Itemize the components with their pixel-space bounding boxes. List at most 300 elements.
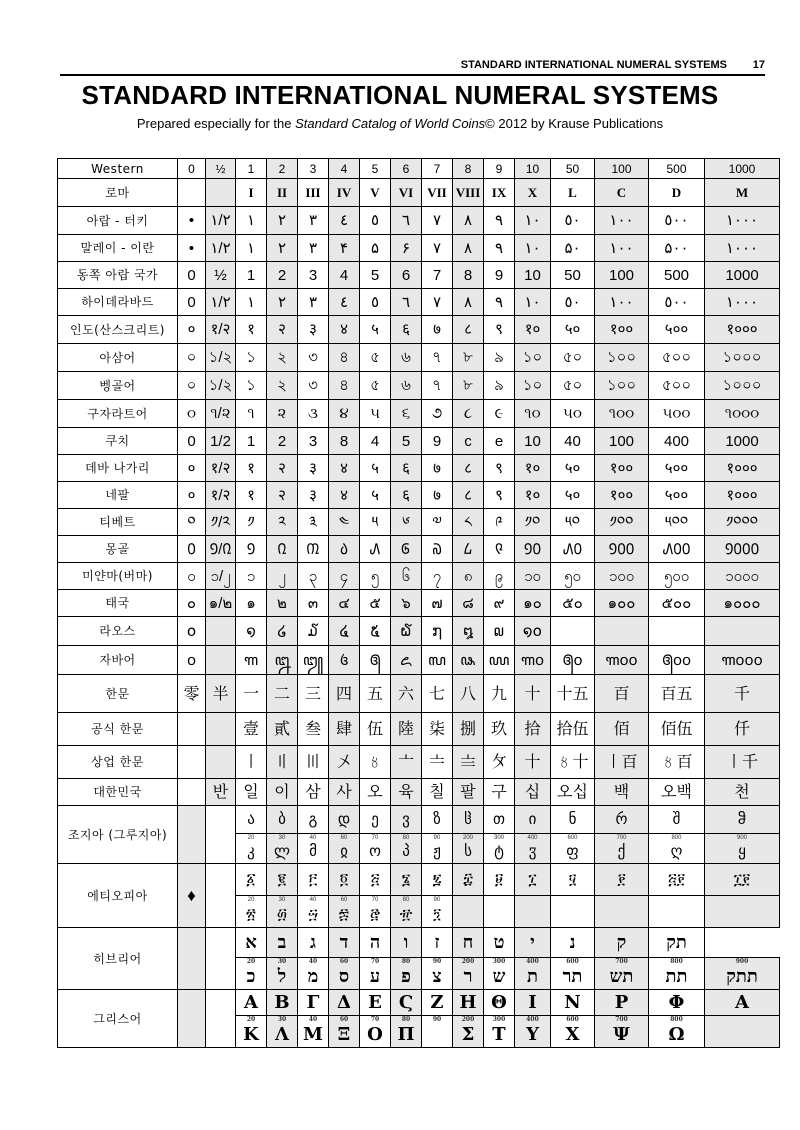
numeral-glyph: ፴ [276,906,288,923]
numeral-cell: ꧕ [360,646,391,675]
numeral-glyph: ת [527,965,538,987]
numeral-cell: ꧔ [329,646,360,675]
numeral-cell [329,896,360,928]
numeral-cell: 10 [515,428,551,455]
numeral-cell: ၇ [422,563,453,590]
column-value-tag: 30 [278,835,286,841]
numeral-cell: א [236,928,267,958]
numeral-cell: 〧 [422,746,453,779]
numeral-cell: Ε [360,990,391,1016]
numeral-cell [206,806,236,864]
system-label-devanagari: 데바 나가리 [58,455,178,482]
numeral-cell [453,834,484,864]
numeral-cell: ꧕꧐꧐ [649,646,705,675]
numeral-cell: ૫૦ [551,400,595,428]
column-value-tag: 40 [308,1016,318,1023]
numeral-cell: ፲ [515,864,551,896]
numeral-cell: ١ [236,289,267,316]
numeral-cell: ४ [329,482,360,509]
numeral-glyph: צ [432,965,442,987]
numeral-cell: 1000 [705,262,780,289]
numeral-glyph: ፳ [246,906,256,923]
row-georgia-upper [58,806,780,834]
numeral-cell: ૧૦૦ [595,400,649,428]
numeral-cell: ٢ [267,235,298,262]
numeral-glyph: Σ [461,1023,475,1045]
numeral-cell: ٩ [484,235,515,262]
numeral-cell: 구 [484,779,515,806]
numeral-cell [206,179,236,207]
numeral-cell [595,958,649,990]
numeral-cell: 7 [422,262,453,289]
numeral-cell: ჱ [453,806,484,834]
numeral-cell: ५ [360,455,391,482]
numeral-cell: 4 [360,428,391,455]
numeral-cell: 百五 [649,675,705,713]
numeral-cell: १०० [595,455,649,482]
numeral-cell: ꧐ [178,646,206,675]
numeral-cell: 五 [360,675,391,713]
numeral-cell: ৮ [453,344,484,372]
numeral-cell: ٥٠٠ [649,207,705,235]
system-label-eastarabic: 동쪽 아랍 국가 [58,262,178,289]
numeral-glyph: Χ [565,1023,580,1045]
numeral-cell: ၀ [178,563,206,590]
numeral-cell: ၄ [329,563,360,590]
numeral-cell: ๗ [422,590,453,617]
numeral-glyph [422,1029,452,1035]
numeral-cell: 十五 [551,675,595,713]
numeral-glyph: Τ [492,1023,506,1045]
numeral-cell: ༩ [484,509,515,536]
numeral-cell: ٧ [422,207,453,235]
numeral-cell: ꧑ [236,646,267,675]
numeral-glyph: ჳ [528,843,537,860]
numeral-cell: ९ [484,316,515,344]
numeral-cell [422,958,453,990]
numeral-cell [391,1016,422,1048]
numeral-cell: Ν [551,990,595,1016]
numeral-glyph: ፸ [370,906,380,923]
column-value-tag: 400 [526,1016,539,1023]
numeral-cell: 사 [329,779,360,806]
numeral-cell: ७ [422,482,453,509]
numeral-cell [178,746,206,779]
numeral-cell: IV [329,179,360,207]
numeral-cell: ໘ [453,617,484,646]
numeral-cell: 0 [178,428,206,455]
numeral-cell: ٥ [360,207,391,235]
numeral-cell [649,617,705,646]
row-kutch [58,428,780,455]
numeral-cell: ૯ [484,400,515,428]
row-official [58,713,780,746]
numeral-cell [391,834,422,864]
numeral-cell: ৭ [422,372,453,400]
numeral-cell: ૫૦૦ [649,400,705,428]
numeral-cell: ๕๐ [551,590,595,617]
numeral-cell: ৮ [453,372,484,400]
numeral-cell: ३ [298,316,329,344]
numeral-cell: ვ [391,806,422,834]
column-value-tag: 40 [309,835,317,841]
numeral-cell: 十 [515,675,551,713]
numeral-cell: ١/٢ [206,235,236,262]
system-label-kutch: 쿠치 [58,428,178,455]
numeral-cell: ١٠٠٠ [705,235,780,262]
column-value-tag: 80 [401,958,411,965]
numeral-cell: ♦ [178,864,206,928]
western-value: ½ [206,159,236,179]
numeral-cell: 千 [705,675,780,713]
numeral-cell: 이 [267,779,298,806]
numeral-cell: ١ [236,235,267,262]
numeral-cell: ᠕᠐ [551,536,595,563]
numeral-cell: ח [453,928,484,958]
numeral-cell: ๑/๒ [206,590,236,617]
row-gujarati [58,400,780,428]
numeral-cell [206,746,236,779]
numeral-cell [329,1016,360,1048]
numeral-glyph: ო [369,843,381,860]
numeral-cell: ໕ [360,617,391,646]
numeral-cell: C [595,179,649,207]
numeral-cell: 삼 [298,779,329,806]
numeral-cell: ໗ [422,617,453,646]
numeral-cell: 1/2 [206,428,236,455]
row-ethiopia-upper [58,864,780,896]
numeral-glyph: ლ [274,843,290,860]
column-value-tag: 200 [462,835,473,841]
numeral-cell: ١٠٠ [595,207,649,235]
numeral-cell [360,834,391,864]
numeral-cell: ١٠٠٠ [705,289,780,316]
numeral-cell: 〦 [391,746,422,779]
numeral-cell [453,1016,484,1048]
numeral-cell: 십 [515,779,551,806]
column-value-tag: 60 [340,897,348,903]
numeral-cell: १ [236,455,267,482]
numeral-cell: ६ [391,316,422,344]
numeral-cell: 1 [236,262,267,289]
numeral-cell: ༡༠༠ [595,509,649,536]
numeral-cell [705,896,780,928]
numeral-cell: ٩ [484,289,515,316]
numeral-cell [515,896,551,928]
western-value: 2 [267,159,298,179]
numeral-cell: ፩ [236,864,267,896]
numeral-cell: 반 [206,779,236,806]
numeral-cell: १००० [705,316,780,344]
numeral-cell [298,1016,329,1048]
numeral-cell: ٨ [453,207,484,235]
numeral-cell [705,617,780,646]
numeral-cell [515,958,551,990]
column-value-tag: 300 [493,835,504,841]
numeral-cell: ፫ [298,864,329,896]
numeral-glyph: ტ [494,843,504,860]
numeral-cell: 柒 [422,713,453,746]
numeral-cell: ३ [298,482,329,509]
western-value: 500 [649,159,705,179]
numeral-cell: ꧑꧐ [515,646,551,675]
numeral-cell [178,779,206,806]
numeral-cell: 捌 [453,713,484,746]
numeral-cell [484,834,515,864]
numeral-cell: ১০ [515,344,551,372]
numeral-cell: १/२ [206,316,236,344]
system-label-roman: 로마 [58,179,178,207]
numeral-cell: ჵ [705,806,780,834]
numeral-glyph: კ [247,843,255,860]
numeral-cell: 零 [178,675,206,713]
numeral-cell: ፪ [267,864,298,896]
western-value: 5 [360,159,391,179]
numeral-systems-table [57,158,780,1048]
numeral-cell: 拾 [515,713,551,746]
numeral-cell: Ρ [595,990,649,1016]
numeral-cell: ꧖ [391,646,422,675]
numeral-cell: ד [329,928,360,958]
numeral-cell: X [515,179,551,207]
numeral-cell: ٧ [422,235,453,262]
numeral-cell: ६ [391,455,422,482]
numeral-glyph: ჟ [433,843,441,860]
numeral-cell: ८ [453,316,484,344]
numeral-cell: ༥༠ [551,509,595,536]
numeral-cell: ۴ [329,235,360,262]
numeral-cell: ב [267,928,298,958]
column-value-tag: 30 [277,958,287,965]
numeral-cell: 〡千 [705,746,780,779]
numeral-cell: 칠 [422,779,453,806]
numeral-cell: ٣ [298,235,329,262]
numeral-cell: ᠑᠐ [515,536,551,563]
numeral-cell: გ [298,806,329,834]
numeral-cell [329,958,360,990]
western-value: 10 [515,159,551,179]
numeral-cell: Α [705,990,780,1016]
numeral-cell: ১/২ [206,344,236,372]
numeral-cell: 2 [267,262,298,289]
numeral-glyph: ፷ [338,906,350,923]
western-value: 7 [422,159,453,179]
numeral-cell: 陸 [391,713,422,746]
numeral-glyph: მ [309,843,317,860]
numeral-cell: ၁/၂ [206,563,236,590]
numeral-cell: ٥٠٠ [649,289,705,316]
numeral-cell: ৩ [298,372,329,400]
numeral-cell: ໑ [236,617,267,646]
numeral-cell: ๕๐๐ [649,590,705,617]
western-label: Western [58,159,178,179]
numeral-cell: ၉ [484,563,515,590]
numeral-cell: 오백 [649,779,705,806]
numeral-cell: ١ [236,207,267,235]
numeral-cell: ৫ [360,372,391,400]
numeral-cell: ๒ [267,590,298,617]
numeral-cell: ᠖ [391,536,422,563]
numeral-cell: Φ [649,990,705,1016]
numeral-cell: ი [515,806,551,834]
numeral-cell: ٣ [298,289,329,316]
numeral-cell: ५० [551,482,595,509]
numeral-cell: ፱ [484,864,515,896]
numeral-cell: 400 [649,428,705,455]
numeral-cell: १००० [705,482,780,509]
numeral-cell: ١٠٠ [595,235,649,262]
numeral-cell: 8 [329,428,360,455]
running-head-title: STANDARD INTERNATIONAL NUMERAL SYSTEMS [460,59,727,71]
numeral-cell: ꧘ [453,646,484,675]
row-java [58,646,780,675]
numeral-cell: ٢ [267,207,298,235]
numeral-cell: ৫০০ [649,344,705,372]
numeral-cell: ٤ [329,289,360,316]
numeral-cell: ५० [551,316,595,344]
numeral-cell: 오 [360,779,391,806]
numeral-cell [236,896,267,928]
numeral-cell: ᠕ [360,536,391,563]
numeral-cell: 1 [236,428,267,455]
numeral-cell: 〨 [453,746,484,779]
numeral-cell [705,1016,780,1048]
column-value-tag: 40 [308,958,318,965]
numeral-cell [206,617,236,646]
numeral-cell: ১ [236,344,267,372]
column-value-tag: 20 [246,958,256,965]
numeral-cell: ٣ [298,207,329,235]
column-value-tag: 300 [492,958,506,965]
numeral-cell: 천 [705,779,780,806]
numeral-cell: 5 [391,428,422,455]
numeral-glyph: Ξ [337,1023,351,1045]
numeral-cell: ၁ [236,563,267,590]
numeral-cell: 十 [515,746,551,779]
numeral-cell: ፻ [595,864,649,896]
western-value: 4 [329,159,360,179]
column-value-tag: 300 [492,1016,506,1023]
column-value-tag: 800 [670,958,683,965]
numeral-cell: ૦ [178,400,206,428]
page-number: 17 [752,59,765,71]
numeral-cell: 佰伍 [649,713,705,746]
numeral-cell: ᠘ [453,536,484,563]
numeral-cell: ٧ [422,289,453,316]
numeral-cell [236,834,267,864]
numeral-cell: 三 [298,675,329,713]
numeral-cell: ٤ [329,207,360,235]
numeral-cell [453,896,484,928]
numeral-cell: ზ [422,806,453,834]
column-value-tag: 70 [371,897,379,903]
western-value: 1000 [705,159,780,179]
numeral-cell: 4 [329,262,360,289]
numeral-cell: ꧑꧐꧐꧐ [705,646,780,675]
column-value-tag: 600 [567,835,578,841]
numeral-cell: २ [267,455,298,482]
numeral-cell: ২ [267,344,298,372]
numeral-cell: ๐ [178,590,206,617]
numeral-cell: ৪ [329,372,360,400]
numeral-cell: VIII [453,179,484,207]
western-value: 1 [236,159,267,179]
system-label-chinese: 한문 [58,675,178,713]
numeral-glyph: תתק [726,965,758,987]
numeral-cell: 50 [551,262,595,289]
numeral-cell: ፮ [391,864,422,896]
system-label-tibet: 티베트 [58,509,178,536]
numeral-cell [649,1016,705,1048]
numeral-cell: 仟 [705,713,780,746]
numeral-cell: ১/২ [206,372,236,400]
numeral-cell: ५० [551,455,595,482]
numeral-cell: 伍 [360,713,391,746]
numeral-cell: ० [178,316,206,344]
numeral-cell: ๔ [329,590,360,617]
subtitle-prefix: Prepared especially for the [136,116,296,131]
numeral-cell: ๑๐๐ [595,590,649,617]
numeral-cell: ૭ [422,400,453,428]
numeral-cell: ๑ [236,590,267,617]
numeral-glyph: ፵ [307,906,319,923]
numeral-cell [329,834,360,864]
numeral-cell: I [236,179,267,207]
column-value-tag: 60 [339,1016,349,1023]
numeral-cell [360,1016,391,1048]
numeral-glyph: Π [397,1023,415,1045]
numeral-cell [267,1016,298,1048]
numeral-cell: ১০০ [595,372,649,400]
column-value-tag: 90 [433,835,441,841]
numeral-cell [595,617,649,646]
numeral-cell [649,958,705,990]
numeral-cell: ১০ [515,372,551,400]
numeral-glyph: პ [402,843,410,860]
numeral-cell: Β [267,990,298,1016]
numeral-cell [298,896,329,928]
numeral-cell: ½ [206,262,236,289]
western-value: 8 [453,159,484,179]
numeral-cell [178,179,206,207]
numeral-cell: ૧૦ [515,400,551,428]
numeral-cell: ๖ [391,590,422,617]
numeral-cell: 1000 [705,428,780,455]
numeral-cell: ༡/༢ [206,509,236,536]
numeral-cell: ק [595,928,649,958]
numeral-cell [484,896,515,928]
numeral-cell: ༧ [422,509,453,536]
running-head [60,54,765,76]
numeral-cell: ৪ [329,344,360,372]
column-value-tag: 600 [566,1016,579,1023]
system-label-mongol: 몽골 [58,536,178,563]
numeral-cell [705,958,780,990]
numeral-cell: ༣ [298,509,329,536]
numeral-cell: ᠔ [329,536,360,563]
numeral-cell: १० [515,482,551,509]
numeral-cell: ᠐ [178,536,206,563]
row-hebrew-upper [58,928,780,958]
numeral-glyph: ፺ [433,906,441,923]
numeral-glyph: ღ [670,843,683,860]
numeral-cell [422,896,453,928]
numeral-cell: ٢ [267,289,298,316]
numeral-cell [267,958,298,990]
numeral-cell: 貳 [267,713,298,746]
numeral-cell: 6 [391,262,422,289]
column-value-tag: 80 [401,1016,411,1023]
